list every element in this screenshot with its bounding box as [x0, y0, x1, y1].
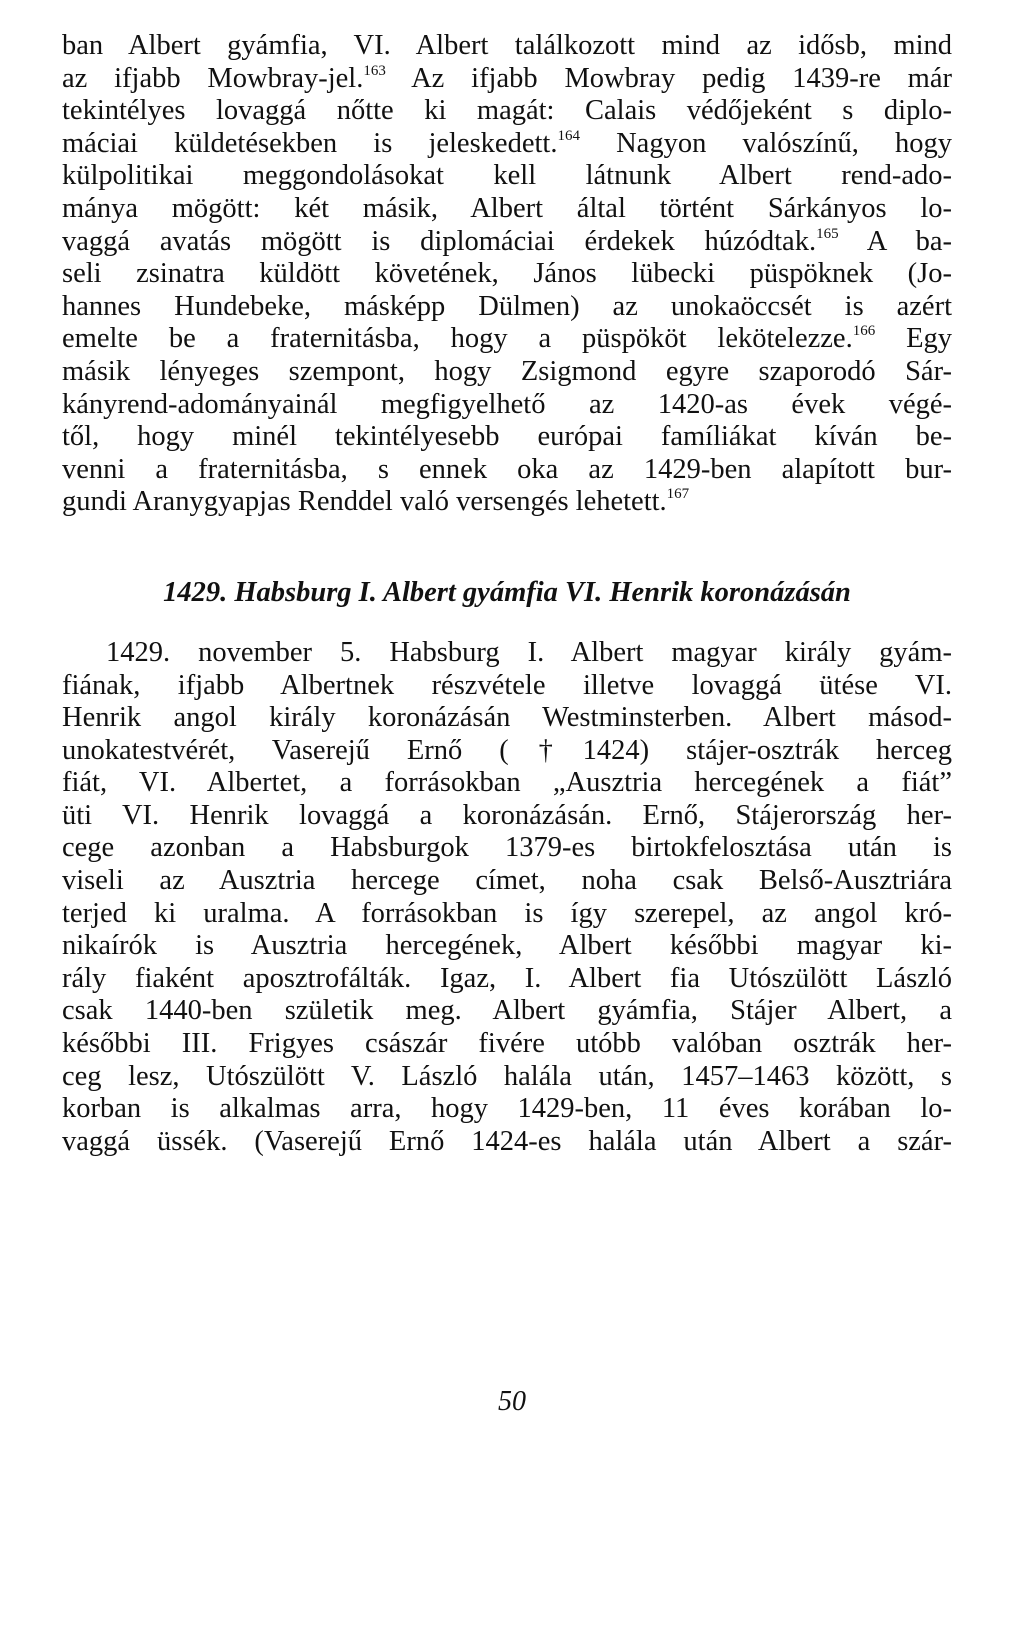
text-line: másik lényeges szempont, hogy Zsigmond egyre szaporodó Sár-	[62, 355, 952, 387]
text-fragment: Nagyon valószínű, hogy	[616, 127, 952, 159]
text-line: 1429. november 5. Habsburg I. Albert magyar király gyám-	[106, 636, 952, 668]
text-fragment: vaggá avatás mögött is diplomáciai érdekek húzódtak.	[62, 225, 817, 257]
text-line	[62, 323, 952, 356]
text-line: nikaírók is Ausztria hercegének, Albert későbbi magyar ki-	[62, 930, 952, 962]
text-line: fiának, ifjabb Albertnek részvétele illetve lovaggá ütése VI.	[62, 669, 952, 701]
text-line: külpolitikai meggondolásokat kell látnunk Albert rend-ado-	[62, 160, 952, 192]
text-line	[62, 128, 952, 161]
text-line: től, hogy minél tekintélyesebb európai famíliákat kíván be-	[62, 421, 952, 453]
text-line: üti VI. Henrik lovaggá a koronázásán. Ernő, Stájerország her-	[62, 799, 952, 831]
footnote-ref-167[interactable]: 167	[666, 486, 690, 503]
footnote-ref-164[interactable]: 164	[557, 127, 580, 144]
text-fragment: az ifjabb Mowbray-jel.	[62, 62, 364, 94]
text-line: viseli az Ausztria hercege címet, noha csak Belső-Ausztriára	[62, 865, 952, 897]
page-number: 50	[498, 1386, 526, 1417]
section-heading: 1429. Habsburg I. Albert gyámfia VI. Henrik koronázásán	[163, 576, 851, 608]
text-line	[62, 63, 952, 96]
text-line: ceg lesz, Utószülött V. László halála után, 1457–1463 között, s	[62, 1060, 952, 1092]
text-fragment: gundi Aranygyapjas Renddel való versengés lehetett.	[62, 486, 667, 518]
text-fragment: A ba-	[866, 225, 952, 257]
text-line: vaggá üssék. (Vaserejű Ernő 1424-es halála után Albert a szár-	[62, 1125, 952, 1157]
text-line: hannes Hundebeke, másképp Dülmen) az unokaöccsét is azért	[62, 290, 952, 322]
text-fragment: Egy	[906, 323, 953, 355]
text-line: unokatestvérét, Vaserejű Ernő (†1424) stájer-osztrák herceg	[62, 734, 952, 766]
text-line: ban Albert gyámfia, VI. Albert találkozott mind az idősb, mind	[62, 30, 952, 61]
text-line	[62, 486, 952, 519]
text-line: seli zsinatra küldött követének, János lübecki püspöknek (Jo-	[62, 258, 952, 290]
page-body	[62, 30, 952, 1158]
footnote-ref-165[interactable]: 165	[816, 225, 839, 242]
text-fragment: Az ifjabb Mowbray pedig 1439-re már	[411, 62, 952, 94]
text-line: kányrend-adományainál megfigyelhető az 1420-as évek végé-	[62, 388, 952, 420]
footnote-ref-166[interactable]: 166	[852, 323, 876, 340]
text-fragment: máciai küldetésekben is jeleskedett.	[62, 127, 558, 159]
body-paragraph-2	[62, 637, 952, 1159]
text-line: rály fiaként aposztrofálták. Igaz, I. Albert fia Utószülött László	[62, 962, 952, 994]
footnote-ref-163[interactable]: 163	[363, 62, 386, 79]
text-line: csak 1440-ben születik meg. Albert gyámfia, Stájer Albert, a	[62, 995, 952, 1027]
text-line: mánya mögött: két másik, Albert által történt Sárkányos lo-	[62, 192, 952, 224]
text-line: terjed ki uralma. A forrásokban is így szerepel, az angol kró-	[62, 897, 952, 929]
text-line: fiát, VI. Albertet, a forrásokban „Ausztria hercegének a fiát”	[62, 767, 952, 799]
text-fragment: emelte be a fraternitásba, hogy a püspököt lekötelezze.	[62, 323, 853, 355]
body-paragraph-1	[62, 30, 952, 519]
text-line: tekintélyes lovaggá nőtte ki magát: Calais védőjeként s diplo-	[62, 95, 952, 127]
text-line: Henrik angol király koronázásán Westminsterben. Albert másod-	[62, 702, 952, 734]
text-line: cege azonban a Habsburgok 1379-es birtokfelosztása után is	[62, 832, 952, 864]
text-line: korban is alkalmas arra, hogy 1429-ben, 11 éves korában lo-	[62, 1093, 952, 1125]
text-line: venni a fraternitásba, s ennek oka az 1429-ben alapított bur-	[62, 453, 952, 485]
text-line: későbbi III. Frigyes császár fivére utóbb valóban osztrák her-	[62, 1028, 952, 1060]
text-line	[62, 226, 952, 259]
